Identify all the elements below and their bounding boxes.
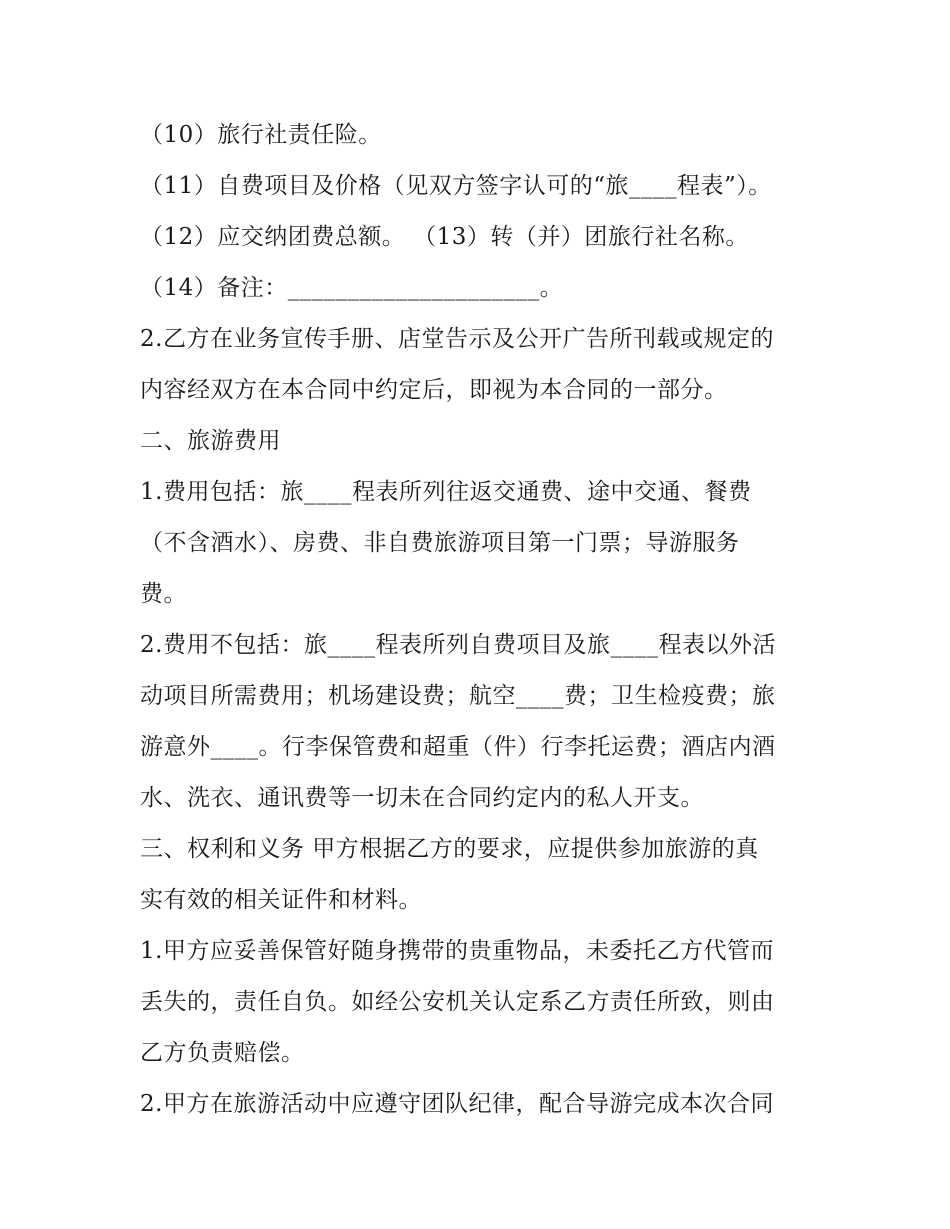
- text-line: 2.费用不包括：旅____程表所列自费项目及旅____程表以外活: [140, 632, 776, 658]
- text-line: （12）应交纳团费总额。 （13）转（并）团旅行社名称。: [140, 224, 749, 250]
- text-line: （11）自费项目及价格（见双方签字认可的“旅____程表”）。: [140, 173, 772, 199]
- text-line: （10）旅行社责任险。: [140, 122, 382, 148]
- text-line: 2.乙方在业务宣传手册、店堂告示及公开广告所刊载或规定的: [140, 326, 774, 352]
- text-line: 实有效的相关证件和材料。: [140, 887, 422, 913]
- text-line: 三、权利和义务 甲方根据乙方的要求，应提供参加旅游的真: [140, 836, 759, 862]
- text-line: 1.费用包括：旅____程表所列往返交通费、途中交通、餐费: [140, 479, 752, 505]
- text-line: 游意外____。行李保管费和超重（件）行李托运费；酒店内酒: [140, 734, 776, 760]
- text-line: （14）备注：_____________________。: [140, 275, 564, 301]
- text-line: 2.甲方在旅游活动中应遵守团队纪律，配合导游完成本次合同: [140, 1091, 774, 1117]
- text-line: 丢失的，责任自负。如经公安机关认定系乙方责任所致，则由: [140, 989, 775, 1015]
- text-line: （不含酒水）、房费、非自费旅游项目第一门票；导游服务: [140, 530, 740, 556]
- text-line: 水、洗衣、通讯费等一切未在合同约定内的私人开支。: [140, 785, 704, 811]
- section-heading: 二、旅游费用: [140, 428, 281, 454]
- text-line: 动项目所需费用；机场建设费；航空____费；卫生检疫费；旅: [140, 683, 776, 709]
- document-body: [140, 110, 820, 1130]
- text-line: 1.甲方应妥善保管好随身携带的贵重物品，未委托乙方代管而: [140, 938, 774, 964]
- text-line: 乙方负责赔偿。: [140, 1040, 305, 1066]
- text-line: 内容经双方在本合同中约定后，即视为本合同的一部分。: [140, 377, 728, 403]
- text-line: 费。: [140, 581, 187, 607]
